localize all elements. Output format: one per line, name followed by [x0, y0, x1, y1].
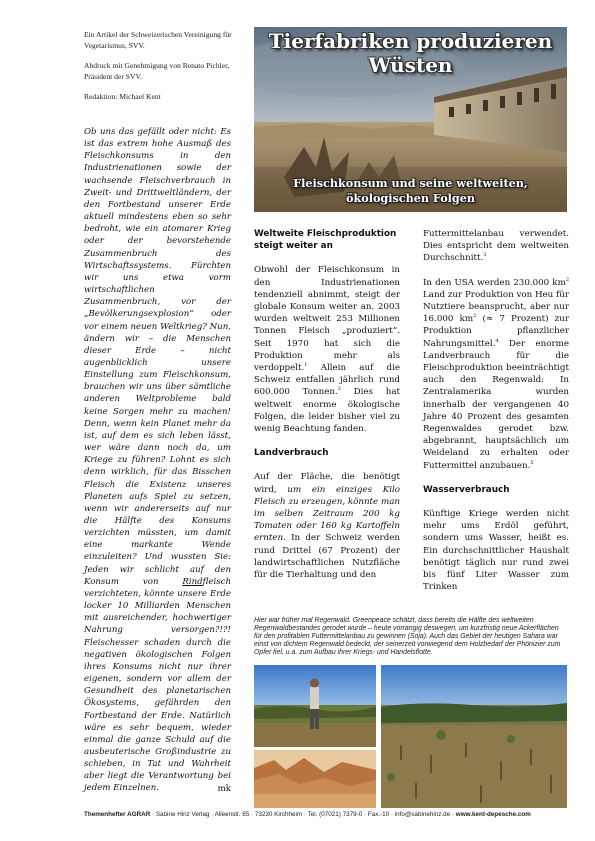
text: Allein auf die Schweiz entfallen jährlich rund 600.000 Tonnen. — [254, 363, 400, 398]
photo-desert-rocks — [254, 750, 376, 808]
footer-brand: Themenhefter AGRAR — [84, 811, 151, 818]
hero-title: Tierfabriken produzieren Wüsten — [268, 29, 553, 77]
footnote-ref: 2 — [337, 386, 341, 393]
author-signature: mk — [217, 783, 231, 794]
text: Futtermittelanbau verwendet. Dies entspricht dem weltweiten Durchschnitt. — [423, 229, 569, 264]
paragraph-landverbrauch — [254, 471, 400, 581]
page-footer — [84, 811, 570, 819]
intro-text-part-a: Ob uns das gefällt oder nicht: Es ist das extrem hohe Ausmaß des Fleischkonsums in den Industrienationen sowie der wachsende Fleischverbrauch in Zweit- und Drittweltländern, der den Fortbestand unserer Erde aktuell mindestens eben so sehr bedroht, wie ein atomarer Krieg oder der bevorstehende Zusammenbruch des Wirtschaftssystems. Fürchten wir uns etwa vorm wirtschaftlichen Zusammenbruch, vor der „Bevölkerungsexplosion“ oder vor einem neuen Weltkrieg? Nun, ändern wir – die Menschen dieser Erde – nicht augenblicklich unsere Einstellung zum Fleischkonsum, brauchen wir uns über sämtliche anderen Weltprobleme bald keine Sorgen mehr zu machen! Denn, wenn kein Planet mehr da ist, auf dem es sich leben lässt, wer wäre dann noch da, um Kriege zu führen? Lohnt es sich denn wirklich, für das Bisschen Fleisch die Existenz unseres Planeten aufs Spiel zu setzen, wenn wir andererseits auf nur die Hälfte des Konsums verzichten müssten, um damit eine markante Wende einzuleiten? Und wussten Sie: Jeden wir schlicht auf den Konsum von — [84, 127, 231, 587]
footer-details: · Sabine Hinz Verlag · Alleenstr. 85 · 73230 Kirchheim · Tel. (07021) 7379-0 · Fax.-10 · info@sabinehinz.de · — [150, 811, 456, 818]
text: Der enorme Landverbrauch für die Fleischproduktion beeinträchtigt auch den Regenwald: In Zentralamerika wurden innerhalb der vergangenen 40 Jahre 40 Prozent des gesamten Regenwaldes gerodet bzw. abgebrannt, hauptsächlich um Weideland zu erhalten oder Futtermittel anzubauen. — [423, 338, 569, 471]
intro-text — [84, 126, 231, 795]
hero-subtitle: Fleischkonsum und seine weltweiten, ökologischen Folgen — [293, 176, 528, 205]
text: In der Schweiz werden rund Drittel (67 Prozent) der landwirtschaftlichen Nutzfläche für die Tierhaltung und den — [254, 533, 400, 581]
text: In den USA werden 230.000 km — [423, 277, 566, 288]
credits-line-1: Ein Artikel der Schweizerischen Vereinigung für Vegetarismus, SVV. — [84, 30, 232, 50]
footer-url: www.kent-depesche.com — [455, 811, 531, 818]
section-heading-wasserverbrauch: Wasserverbrauch — [423, 484, 510, 495]
photo-caption: Hier war früher mal Regenwald. Greenpeace schätzt, dass bereits die Hälfte des weltweiten Regenwaldbestandes gerodet wurde – heute vorrangig deswegen, um kurzfristig neue Ackerflächen für den profitablen Futtermittelanbau zu gewinnen (Soja). Auch das Gebiet der heutigen Sahara war einst von dichtem Regenwald bedeckt, der seinerzeit vorwiegend dem Holzbedarf der Phönizier zum Opfer fiel, u.a. zum Aufbau ihrer Kriegs- und Handelsflotte. — [254, 617, 561, 657]
section-heading-fleischproduktion: Weltweite Fleischproduktion steigt weiter an — [254, 229, 397, 252]
footnote-ref: 5 — [530, 459, 534, 466]
credits-line-3: Redaktion: Michael Kent — [84, 92, 161, 101]
text: Land zur Produktion von Heu für Nutztiere beansprucht, aber nur 16.000 km — [423, 289, 569, 325]
footnote-ref: 2 — [565, 276, 569, 283]
intro-underlined-word: Rind — [182, 576, 203, 587]
text: Auf der Fläche, die benötigt wird, — [254, 472, 400, 495]
paragraph-durchschnitt — [423, 228, 569, 265]
hero-image — [254, 27, 567, 212]
credits-line-2: Abdruck mit Genehmigung von Renato Pichler, Präsident der SVV. — [84, 61, 230, 81]
credits-block — [84, 29, 244, 111]
section-heading-landverbrauch: Landverbrauch — [254, 448, 329, 459]
photo-man-in-field — [254, 665, 376, 747]
intro-text-part-b: fleisch verzichteten, könnte unsere Erde locker 10 Milliarden Menschen mit ausreichender, hochwertiger Nahrung versorgen?!?! Fleischesser schaden durch die negativen ökologischen Folgen ihres Konsums nicht nur ihrer eigenen, sondern vor allem der Gesundheit des planetarischen Ökosystems, gefährden den Fortbestand der Erde. Natürlich wäre es sehr bequem, wieder einmal die ganze Schuld auf die ausbeuterische Großindustrie zu schieben, in Tat und Wahrheit aber liegt die Verantwortung bei jedem Einzelnen. — [84, 576, 231, 794]
paragraph-wasserverbrauch: Künftige Kriege werden nicht mehr ums Erdöl geführt, sondern ums Wasser, heißt es. Ein durchschnittlicher Haushalt benötigt täglich nur rund zwei bis fünf Liter Wasser zum Trinken — [423, 509, 569, 593]
article-column-2 — [254, 228, 400, 581]
footnote-ref: 2 — [473, 313, 477, 320]
text: Obwohl der Fleischkonsum in den Industrienationen tendenziell abnimmt, steigt der globale Konsum weiter an. 2003 wurden weltweit 253 Millionen Tonnen Fleisch „produziert“. Seit 1970 hat sich die Produktion mehr als verdoppelt. — [254, 265, 400, 374]
paragraph-usa — [423, 277, 569, 472]
emphasis-text: um ein einziges Kilo Fleisch zu erzeugen, könnte man im selben Zeitraum 200 kg Tomaten oder 160 kg Kartoffeln ernten. — [254, 484, 400, 544]
footnote-ref: 1 — [304, 362, 308, 369]
paragraph-fleischproduktion — [254, 264, 400, 435]
footnote-ref: 3 — [483, 252, 487, 259]
photo-cleared-rainforest — [381, 665, 567, 808]
article-column-3 — [423, 228, 569, 593]
text: (≈ 7 Prozent) zur Produktion pflanzlicher Nahrungsmittel. — [423, 314, 569, 349]
footnote-ref: 4 — [495, 337, 499, 344]
text: Dies hat weltweit enorme ökologische Folgen, die leider bisher viel zu wenig Beachtung fanden. — [254, 387, 400, 435]
